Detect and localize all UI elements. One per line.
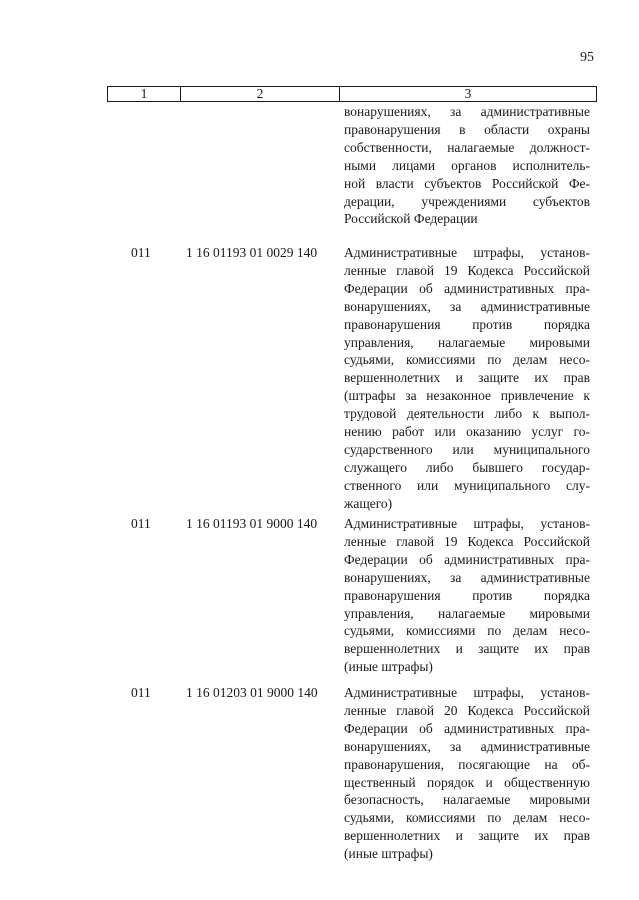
description-line: Административные штрафы, установ- [344,516,590,531]
admin-code: 011 [131,245,151,260]
description-line: вонарушениях, за административные [344,104,590,119]
description-line: судьями, комиссиями по делам несо- [344,810,590,826]
description-line: ленные главой 19 Кодекса Российской [344,533,590,549]
table-header-col-1: 1 [108,87,181,101]
row-description [344,515,590,676]
description-line: судьями, комиссиями по делам несо- [344,623,590,639]
description-line: жащего) [344,495,393,511]
description-line: (иные штрафы) [344,659,433,675]
description-line: вонарушениях, за административные [344,569,590,585]
description-line: щественный порядок и общественную [344,774,590,790]
table-header-row [107,86,597,102]
kbk-code: 1 16 01193 01 9000 140 [186,516,318,531]
description-line: сударственного или муниципального [344,441,590,457]
description-line: (иные штрафы) [344,846,433,862]
description-line: правонарушения против порядка [344,316,590,332]
description-line: вершеннолетних и защите их прав [344,370,590,386]
description-line: Российской Федерации [344,211,478,227]
description-line: Федерации об административных пра- [344,720,590,736]
description-line: управления, налагаемые мировыми [344,605,590,621]
description-line: Федерации об административных пра- [344,551,590,567]
admin-code: 011 [131,685,151,700]
description-line: (штрафы за незаконное привлечение к [344,388,590,404]
description-line: трудовой деятельности либо к выпол- [344,406,590,422]
description-line: нению работ или оказанию услуг го- [344,424,590,440]
continuation-description [344,103,590,228]
description-line: управления, налагаемые мировыми [344,334,590,350]
description-line: правонарушения в области охраны [344,121,590,137]
description-line: ленные главой 19 Кодекса Российской [344,262,590,278]
description-line: собственности, налагаемые должност- [344,139,590,155]
description-line: Административные штрафы, установ- [344,245,590,260]
row-description [344,244,590,513]
description-line: ной власти субъектов Российской Фе- [344,175,590,191]
kbk-code: 1 16 01193 01 0029 140 [186,245,318,260]
description-line: дерации, учреждениями субъектов [344,193,590,209]
description-line: правонарушения, посягающие на об- [344,756,590,772]
description-line: безопасность, налагаемые мировыми [344,792,590,808]
description-line: судьями, комиссиями по делам несо- [344,352,590,368]
description-line: правонарушения против порядка [344,587,590,603]
description-line: вершеннолетних и защите их прав [344,641,590,657]
row-description [344,684,590,863]
table-header-col-3: 3 [464,86,472,101]
admin-code: 011 [131,516,151,531]
kbk-code: 1 16 01203 01 9000 140 [186,685,318,700]
description-line: служащего либо бывшего государ- [344,459,590,475]
description-line: ственного или муниципального слу- [344,477,590,493]
description-line: Административные штрафы, установ- [344,685,590,700]
description-line: ленные главой 20 Кодекса Российской [344,702,590,718]
page-number: 95 [580,50,594,65]
description-line: вонарушениях, за административные [344,298,590,314]
description-line: ными лицами органов исполнитель- [344,157,590,173]
description-line: Федерации об административных пра- [344,280,590,296]
description-line: вонарушениях, за административные [344,738,590,754]
description-line: вершеннолетних и защите их прав [344,828,590,844]
table-header-col-2: 2 [181,87,340,101]
